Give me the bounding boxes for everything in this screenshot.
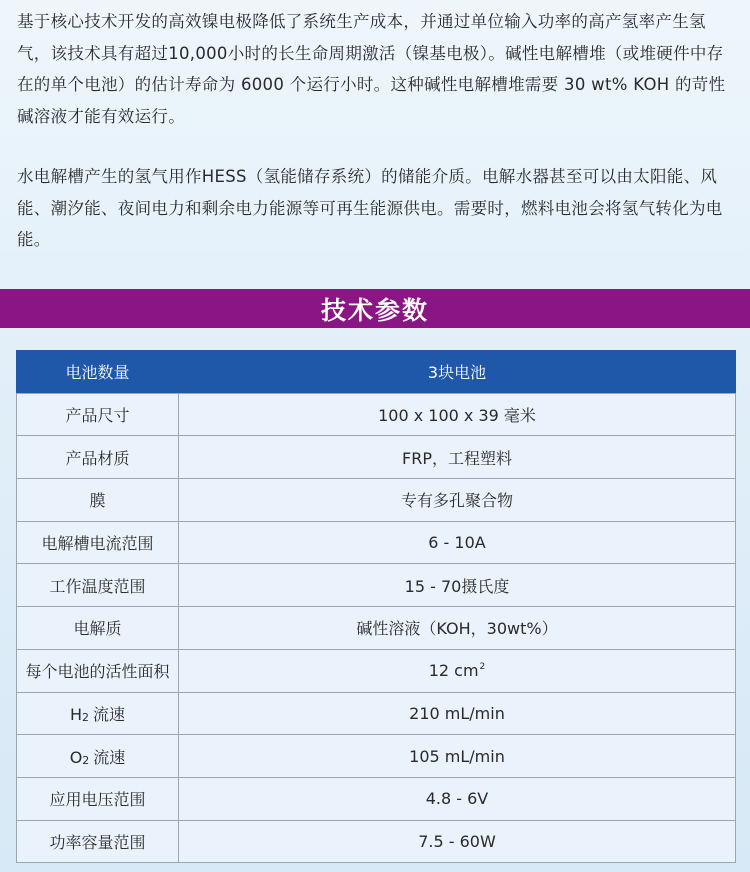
- spec-value: 100 x 100 x 39 毫米: [179, 393, 736, 436]
- table-row: [17, 735, 736, 778]
- spec-label: [17, 692, 179, 735]
- spec-label: 电解质: [17, 607, 179, 650]
- table-row: [17, 436, 736, 479]
- spec-header-value: 3块电池: [179, 351, 736, 394]
- spec-label: 功率容量范围: [17, 820, 179, 863]
- spec-label: 每个电池的活性面积: [17, 649, 179, 692]
- spec-value: 4.8 - 6V: [179, 777, 736, 820]
- spec-label-text: 流速: [93, 704, 126, 724]
- spec-header-label: 电池数量: [17, 351, 179, 394]
- table-row: [17, 692, 736, 735]
- spec-value: 专有多孔聚合物: [179, 479, 736, 522]
- formula-letter: H: [69, 704, 82, 724]
- table-row: [17, 777, 736, 820]
- spec-value: 7.5 - 60W: [179, 820, 736, 863]
- spec-label: 产品材质: [17, 436, 179, 479]
- spec-value: 105 mL/min: [179, 735, 736, 778]
- spec-label: 工作温度范围: [17, 564, 179, 607]
- spec-value: 210 mL/min: [179, 692, 736, 735]
- table-row: [17, 820, 736, 863]
- subscript: 2: [82, 710, 89, 724]
- section-title: 技术参数: [320, 295, 429, 325]
- intro-paragraph-2: 水电解槽产生的氢气用作HESS（氢能储存系统）的储能介质。电解水器甚至可以由太阳能、风能、潮汐能、夜间电力和剩余电力能源等可再生能源供电。需要时，燃料电池会将氢气转化为电能。: [17, 167, 723, 249]
- spec-table-header: [17, 351, 736, 394]
- table-row: [17, 564, 736, 607]
- table-row: [17, 393, 736, 436]
- spec-label: 电解槽电流范围: [17, 521, 179, 564]
- spec-value: 15 - 70摄氏度: [179, 564, 736, 607]
- spec-value: 碱性溶液（KOH，30wt%）: [179, 607, 736, 650]
- table-row: [17, 607, 736, 650]
- spec-label: [17, 735, 179, 778]
- spec-value: [179, 649, 736, 692]
- spec-table: [16, 350, 736, 863]
- intro-paragraph-1: 基于核心技术开发的高效镍电极降低了系统生产成本，并通过单位输入功率的高产氢率产生氢气，该技术具有超过10,000小时的长生命周期激活（镍基电极）。碱性电解槽堆（或堆硬件中存在的单个电池）的估计寿命为 6000 个运行小时。这种碱性电解槽堆需要 30 wt% KOH 的苛性碱溶液才能有效运行。: [17, 12, 726, 126]
- table-row: [17, 479, 736, 522]
- section-banner: [0, 289, 750, 328]
- table-row: [17, 521, 736, 564]
- intro-text: [17, 6, 735, 256]
- spec-label: 应用电压范围: [17, 777, 179, 820]
- table-row: [17, 649, 736, 692]
- spec-label: 膜: [17, 479, 179, 522]
- subscript: 2: [82, 753, 90, 767]
- formula-letter: O: [69, 747, 83, 767]
- spec-label-text: 流速: [93, 747, 126, 767]
- spec-value-text: 12 cm: [428, 661, 479, 681]
- spec-value: 6 - 10A: [179, 521, 736, 564]
- spec-label: 产品尺寸: [17, 393, 179, 436]
- superscript: 2: [479, 662, 486, 673]
- spec-value: FRP，工程塑料: [179, 436, 736, 479]
